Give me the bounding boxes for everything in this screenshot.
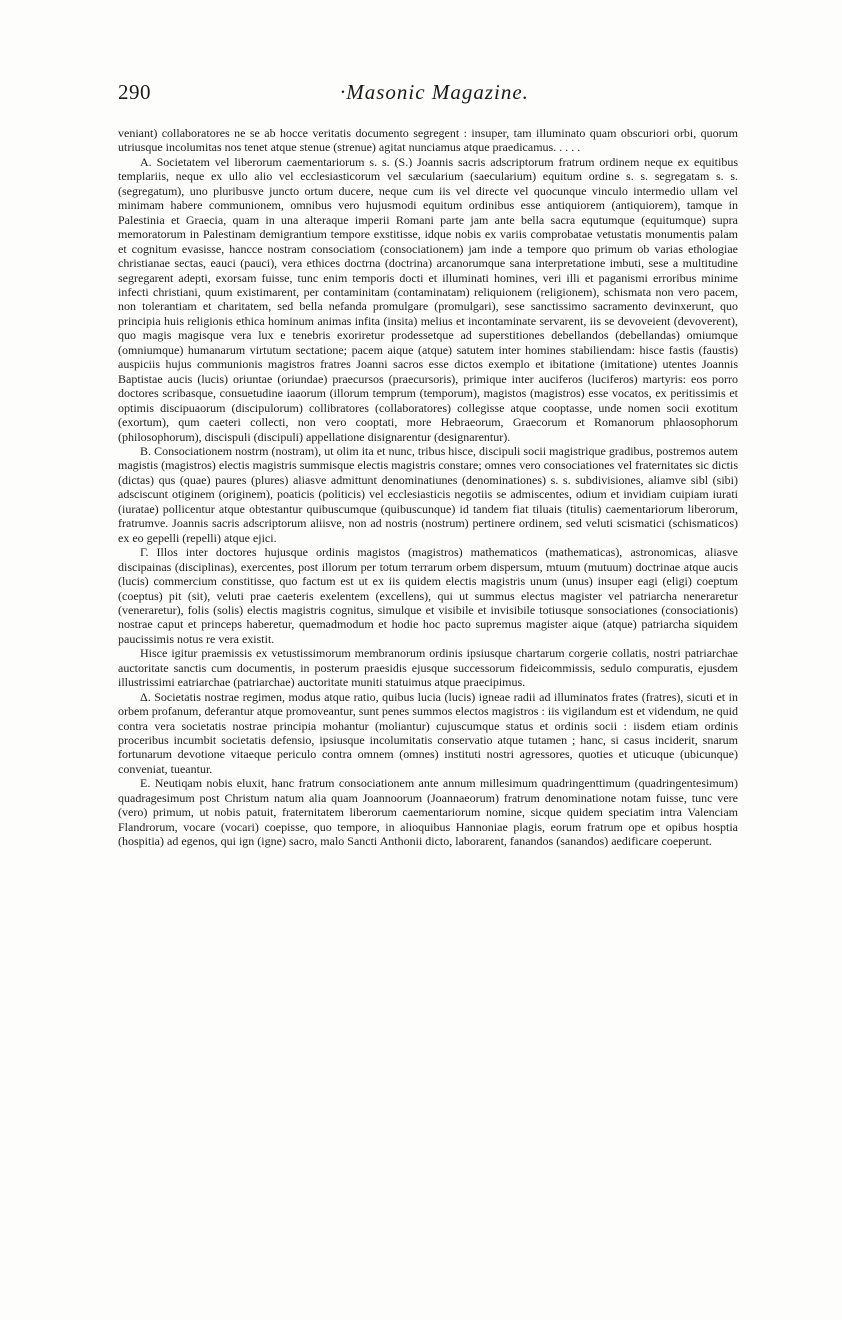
paragraph-gamma: Γ. Illos inter doctores hujusque ordinis magistos (magistros) mathematicos (mathematicas), astronomicas, aliasve discipainas (disciplinas), exercentes, post illorum per totum terrarum orbem dispersum, mtuum (mutuum) doctrinae atque aucis (lucis) commercium constitisse, quo factum est ut ex iis quidem electis magistris unum (unus) insuper eagi (eligi) coeptum (coeptus) pit (sit), veluti prae caeteris exelentem (excellens), qui ut summus electus magister vel patriarcha neneraretur (veneraretur), folis (solis) electis magistris cognitus, simulque et visibile et invisibile totiusque sonsociationes (consociationis) nostrae caput et princeps haberetur, quemadmodum et hodie hoc pacto supremus magister aique (atque) patriarcha siquidem paucissimis notus re vera existit. [118,545,738,646]
page-header [118,80,738,114]
body-text [118,126,738,849]
paragraph-continuation: veniant) collaboratores ne se ab hocce veritatis documento segregent : insuper, tam illuminato quam obscuriori orbi, quorum utriusque incolumitas nos tenet atque stenue (strenue) agitat nunciamus atque praedicamus. . . . . [118,126,738,155]
paragraph-delta: Δ. Societatis nostrae regimen, modus atque ratio, quibus lucia (lucis) igneae radii ad illuminatos frates (fratres), sicuti et in orbem profanum, deferantur atque promoveantur, sunt penes summos electos magistros : iis vigilandum est et videndum, ne quid contra vera societatis nostrae principia mohantur (moliantur) cujuscumque status et ordinis socii : iisdem etiam ordinis proceribus incumbit societatis defensio, ipsiusque incolumitatis conservatio atque tutamen ; hanc, si casus inciderit, snarum fortunarum devotione vitaeque periculo contra omnem (omnes) instituti nostri agressores, quoties et uticuque (ubicunque) conveniat, tueantur. [118,689,738,776]
paragraph-e: E. Neutiqam nobis eluxit, hanc fratrum consociationem ante annum millesimum quadringenttimum (quadringentesimum) quadragesimum post Christum natum alia quam Joannoorum (Joannaeorum) fratrum denominatione notam fuisse, tunc vere (vero) primum, ut nobis patuit, fraternitatem liberorum caementariorum nomine, sicque quidem speciatim intra Valenciam Flandrorum, vocare (vocari) coepisse, quo tempore, in alioquibus Hannoniae plagis, eorum fratrum ope et opibus hosptia (hospitia) ad egenos, qui ign (igne) sacro, malo Sancti Anthonii dicto, laborarent, fanandos (sanandos) aedificare coeperunt. [118,776,738,849]
page-number: 290 [118,80,151,104]
running-title: ·Masonic Magazine. [340,80,529,104]
paragraph-hisce: Hisce igitur praemissis ex vetustissimorum membranorum ordinis ipsiusque chartarum corgerie collatis, nostri patriarchae auctoritate sanctis cum documentis, in posterum praesidis ejusque successorum fideicommissis, sedulo compuratis, ejusdem illustrissimi eatriarchae (patriarchae) auctoritate muniti statuimus atque praecipimus. [118,646,738,690]
paragraph-a: A. Societatem vel liberorum caementariorum s. s. (S.) Joannis sacris adscriptorum fratrum ordinem neque ex equitibus templariis, neque ex ullo alio vel ecclesiasticorum vel sæcularium (saecularium) equitum ordine s. s. segregatam s. s. (segregatum), uno pluribusve juncto ortum ducere, neque cum iis vel directe vel quocunque vinculo intermedio ullam vel minimam habere communionem, omnibus vero hujusmodi equitum ordinibus esse antiquiorem (antiquiorem), tamque in Palestinia et Graecia, quam in una alteraque imperii Romani parte jam ante bella sacra equtumque (equitumque) supra memoratorum in Palestinam demigrantium tempore exstitisse, idque nobis ex variis comprobatae vetustatis monumentis palam et cognitum evasisse, hancce nostram consociatiom (consociationem) jam inde a tempore quo primum ob varias ethologiae christianae sectas, eauci (pauci), vera ethices doctrna (doctrina) arcanorumque sana interpretatione imbuti, sese a multitudine segregarent adepti, exorsam fuisse, tunc enim temporis docti et illuminati homines, veri illi et paganismi erroribus minime infecti christiani, quum existimarent, per contaminitam (contaminatam) reliquionem (religionem), schismata non vero pacem, non tolerantiam et charitatem, sed bella nefanda promulgare (promulgari), sese sanctissimo sacramento devinxerunt, quo principia huis religionis ethica hominum animas infita (insita) melius et incontaminate servarent, iis se devoveient (devoverent), quo magis magisque vera lux e tenebris exoriretur prodessetque ad superstitiones debellandos (debellandas) omiumque (omniumque) humanarum virtutum sectatione; pacem aique (atque) satutem inter homines stabiliendam: hisce fastis (faustis) auspiciis hujus communionis magistros fratres Joanni sacros esse dictos exemplo et ibitatione (imitatione) utentes Joannis Baptistae aucis (lucis) oriuntae (oriundae) praecursos (praecursoris), primique inter auciferos (luciferos) martyris: eos porro doctores scribasque, consuetudine iaaorum (illorum temprum (temporum), magistos (magistros) esse vocatos, ex peritissimis et optimis discipuaorum (discipulorum) collibratores (collaboratores) collegisse atque cooptasse, unde nomen socii exotitum (exortum), qum caeteri collecti, non vero cooptati, more Hebraeorum, Graecorum et Romanorum phlaosophorum (philosophorum), discispuli (discipuli) appellatione disignarentur (designarentur). [118,154,738,444]
paragraph-b: B. Consociationem nostrm (nostram), ut olim ita et nunc, tribus hisce, discipuli socii magistrique gradibus, postremos autem magistis (magistros) electis magistris summisque electis magistris constare; omnes vero consociationes vel fraternitates sic dictis (dictas) qus (quae) paures (plures) aliasve admittunt denominatiunes (denominationes) s. s. subdivisiones, aliamve sibl (sibi) adsciscunt otiginem (originem), poaticis (politicis) vel ecclesiasticis negotiis se admiscentes, odium et invidiam cuipiam iurati (iuratae) pollicentur atque obtestantur quibuscumque (quibuscunque) id tandem fiat tiluais (titulis) caementariorum liberorum, fratrumve. Joannis sacris adscriptorum aliisve, non ad nostris (nostrum) pertinere ordinem, sed veluti scismatici (schismaticos) ex eo gepelli (repelli) atque ejici. [118,443,738,545]
